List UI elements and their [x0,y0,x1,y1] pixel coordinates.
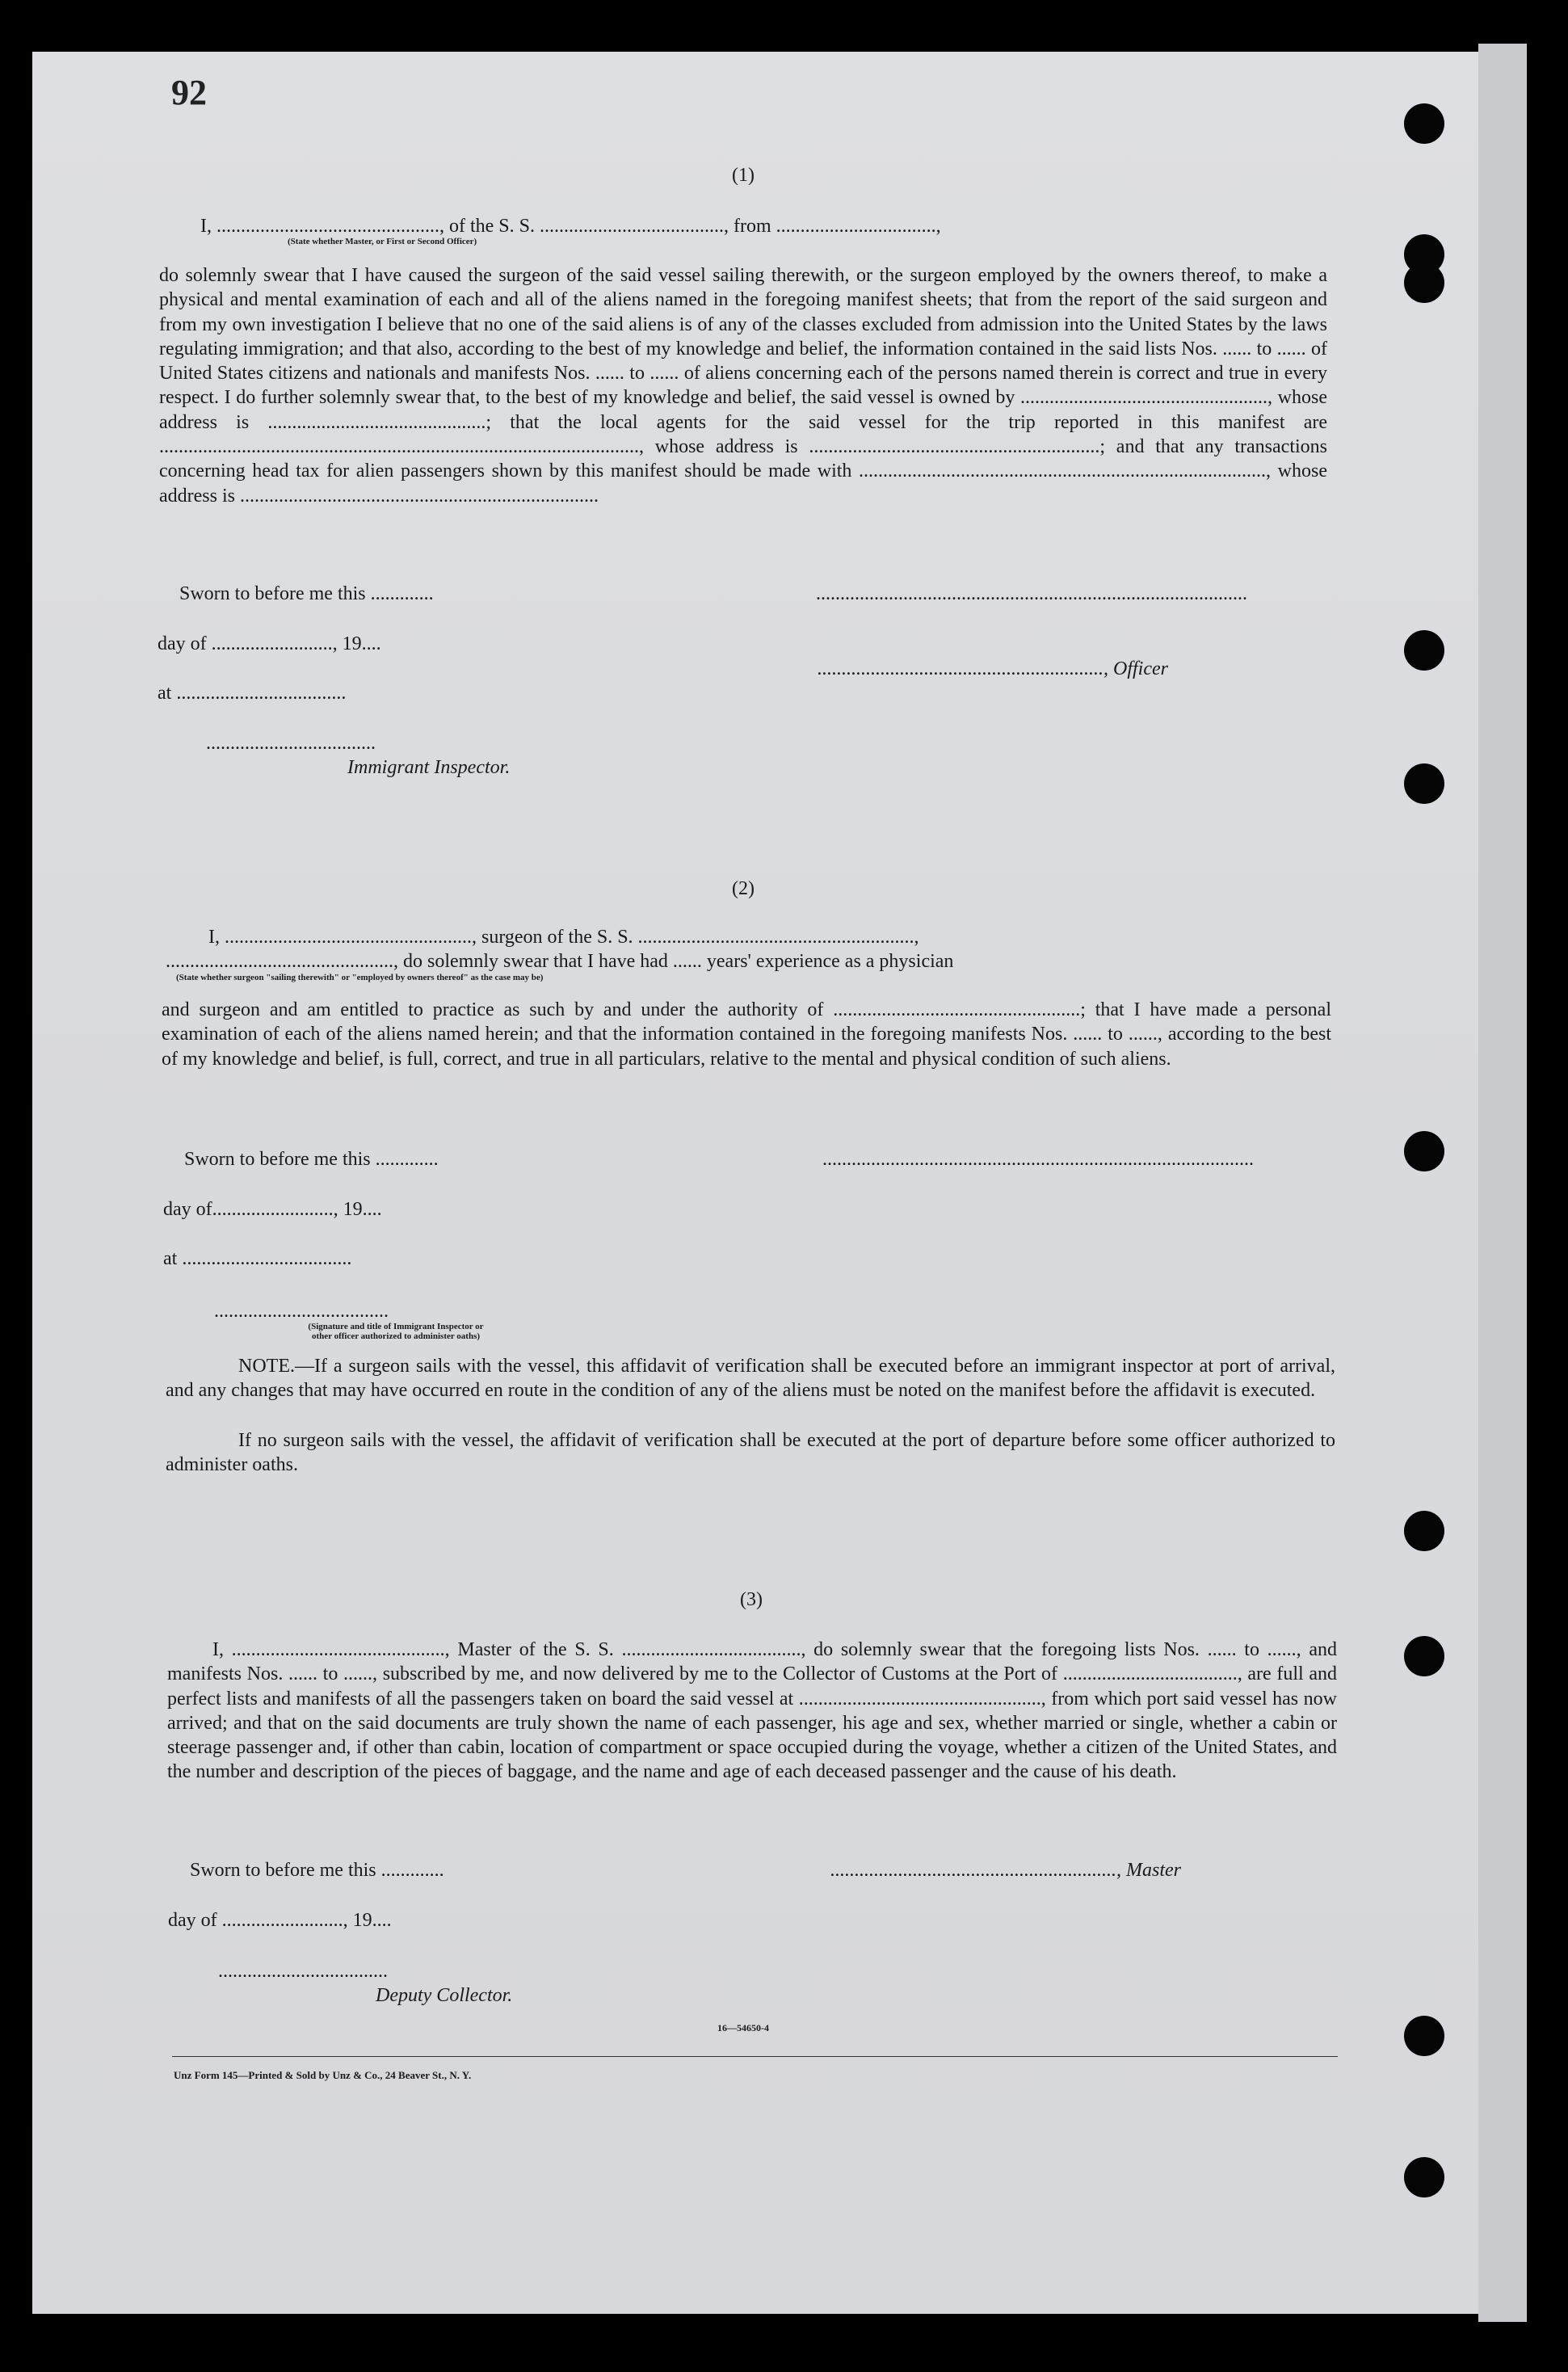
punch-hole [1404,263,1444,303]
section-1-day: day of ........................., 19.... [158,633,381,654]
section-3-oath: I, ............................................, Master of the S. S. ....................................., do solemnly swear that the foregoing lists Nos. ...... to ......, and manifests Nos. ...... to ......, subscribed by me, and now delivered by me to the Collector of Customs at the Port of ...................................., are full and perfect lists and manifests of all the passengers taken on board the said vessel at .................................................., from which port said vessel has now arrived; and that on the said documents are truly shown the name of each passenger, his age and sex, whether married or single, whether a cabin or steerage passenger and, if other than cabin, location of compartment or space occupied during the voyage, whether a citizen of the United States, and the number and description of the pieces of baggage, and the name and age of each deceased passenger and the cause of his death. [167,1639,1337,1783]
punch-hole [1404,2016,1444,2056]
section-2-note-2: If no surgeon sails with the vessel, the affidavit of verification shall be executed at the port of departure before some officer authorized to administer oaths. [166,1430,1335,1476]
section-2-at: at ................................... [163,1248,352,1269]
section-1-opening-line: I, .............................................., of the S. S. ......................................, from ................................., [200,216,941,237]
section-3-collector-dots: ................................... [218,1961,388,1982]
punch-hole [1404,763,1444,804]
punch-hole [1404,630,1444,671]
section-1-at: at ................................... [158,683,347,704]
section-1-officer-line: ..........................................................., Officer [818,658,1168,679]
punch-hole [1404,1636,1444,1676]
section-2-second-line: ..............................................., do solemnly swear that I have had ...... years' experience as a physician [166,951,954,972]
punch-hole [1404,2157,1444,2197]
section-2-number: (2) [732,878,755,899]
section-1-inspector-dots: ................................... [206,733,376,754]
section-3-master-line: ..........................................................., Master [830,1860,1181,1881]
section-2-opening-line: I, ..................................................., surgeon of the S. S. ........................................................., [208,927,919,948]
section-2-oath: and surgeon and am entitled to practice as such by and under the authority of ...................................................; that I have made a personal examination of each of the aliens named herein; and that the information contained in the foregoing manifests Nos. ...... to ......, according to the best of my knowledge and belief, is full, correct, and true in all particulars, relative to the mental and physical condition of such aliens. [162,999,1331,1070]
binding-strip [1478,44,1527,2322]
section-1-inspector-title: Immigrant Inspector. [347,757,511,778]
section-2-second-line-note: (State whether surgeon "sailing therewith" or "employed by owners thereof" as the case may be) [176,973,544,982]
punch-hole [1404,1131,1444,1171]
section-2-day: day of........................., 19.... [163,1199,382,1220]
section-2-officer-dots: .................................... [214,1301,389,1322]
section-2-note-1: NOTE.—If a surgeon sails with the vessel, this affidavit of verification shall be executed before an immigrant inspector at port of arrival, and any changes that may have occurred en route in the condition of any of the aliens must be noted on the manifest before the affidavit is executed. [166,1356,1335,1402]
section-3-collector-title: Deputy Collector. [376,1985,513,2006]
section-3-sworn: Sworn to before me this ............. [190,1860,444,1881]
punch-hole [1404,103,1444,144]
section-2-officer-note: (Signature and title of Immigrant Inspector or other officer authorized to administer oaths) [308,1322,484,1341]
section-1-oath: do solemnly swear that I have caused the surgeon of the said vessel sailing therewith, or the surgeon employed by the owners thereof, to make a physical and mental examination of each and all of the aliens named in the foregoing manifest sheets; that from the report of the said surgeon and from my own investigation I believe that no one of the said aliens is of any of the classes excluded from admission into the United States by the laws regulating immigration; and that also, according to the best of my knowledge and belief, the information contained in the said lists Nos. ...... to ...... of United States citizens and nationals and manifests Nos. ...... to ...... of aliens concerning each of the persons named therein is correct and true in every respect. I do further solemnly swear that, to the best of my knowledge and belief, the said vessel is owned by ..................................................., whose address is .............................................; that the local agents for the said vessel for the trip reported in this manifest are ..................................................................................................., whose address is ............................................................; and that any transactions concerning head tax for alien passengers shown by this manifest should be made with ...................................................................................., whose address is .......................................................................... [159,265,1327,507]
footer-rule [172,2056,1338,2057]
section-1-signature-line: ......................................................................................... [816,583,1247,604]
footer-printer: Unz Form 145—Printed & Sold by Unz & Co., 24 Beaver St., N. Y. [174,2069,472,2081]
section-1-opening-note: (State whether Master, or First or Second Officer) [288,237,477,246]
form-number: 16—54650-4 [717,2022,769,2033]
section-2-sworn: Sworn to before me this ............. [184,1149,439,1170]
section-3-number: (3) [740,1589,763,1610]
section-1-number: (1) [732,165,755,186]
punch-hole [1404,1511,1444,1551]
section-1-sworn: Sworn to before me this ............. [179,583,434,604]
page-mark: 92 [171,73,207,112]
section-3-day: day of ........................., 19.... [168,1910,392,1931]
section-2-signature-line: ......................................................................................... [822,1149,1254,1170]
